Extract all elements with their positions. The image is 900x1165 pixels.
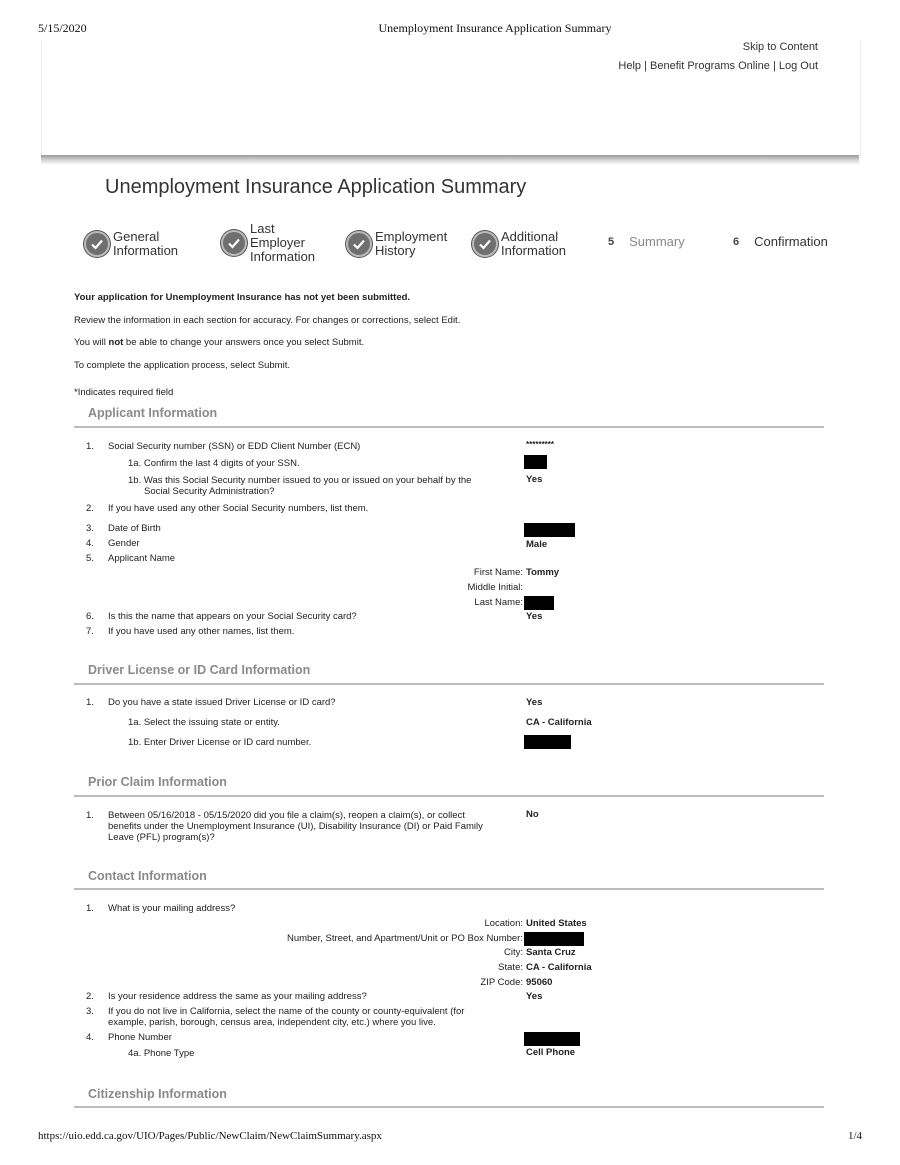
section-rule	[74, 795, 824, 797]
answer-residence-same: Yes	[526, 991, 543, 1002]
section-rule	[74, 1106, 824, 1108]
question-dob: Date of Birth	[108, 523, 161, 534]
redaction-box	[524, 932, 584, 946]
question-number: 3.	[86, 1006, 94, 1017]
location-label: Location:	[484, 918, 523, 929]
step-last-employer-information[interactable]	[221, 222, 315, 264]
last-name-label: Last Name:	[474, 597, 523, 608]
answer-gender: Male	[526, 539, 548, 550]
change-warning	[74, 337, 364, 348]
first-name-label: First Name:	[473, 567, 523, 578]
question-other-ssn: If you have used any other Social Security numbers, list them.	[108, 503, 369, 514]
question-residence-same: Is your residence address the same as your mailing address?	[108, 991, 367, 1002]
question-phone-type: 4a. Phone Type	[128, 1048, 195, 1059]
answer-first-name: Tommy	[526, 567, 560, 578]
answer-location: United States	[526, 918, 587, 929]
section-heading-driver-license: Driver License or ID Card Information	[88, 663, 311, 677]
question-number: 3.	[86, 523, 94, 534]
question-number: 2.	[86, 503, 94, 514]
question-number: 4.	[86, 1032, 94, 1043]
middle-initial-label: Middle Initial:	[467, 582, 523, 593]
answer-state: CA - California	[526, 962, 592, 973]
complete-instruction: To complete the application process, select Submit.	[74, 360, 290, 371]
print-date: 5/15/2020	[38, 21, 87, 35]
answer-city: Santa Cruz	[526, 947, 576, 958]
skip-to-content-link[interactable]: Skip to Content	[742, 41, 818, 53]
question-applicant-name: Applicant Name	[108, 553, 176, 564]
check-icon	[472, 231, 498, 257]
step-label: Confirmation	[754, 234, 828, 249]
log-out-link[interactable]: Log Out	[778, 60, 818, 72]
question-county: If you do not live in California, select the name of the county or county-equivalent (for	[108, 1006, 465, 1017]
separator: |	[772, 60, 776, 72]
question-issuing-state: 1a. Select the issuing state or entity.	[128, 717, 280, 728]
question-number: 1.	[86, 903, 94, 914]
answer-driver-license: Yes	[526, 697, 543, 708]
question-number: 2.	[86, 991, 94, 1002]
question-county-line2: example, parish, borough, census area, independent city, etc.) where you live.	[108, 1017, 436, 1028]
header-divider	[41, 155, 859, 164]
warn-text: be able to change your answers once you select Submit.	[123, 337, 365, 348]
question-ssn-issued: 1b. Was this Social Security number issued to you or issued on your behalf by the	[128, 475, 472, 486]
redaction-box	[524, 596, 554, 610]
required-field-note: *Indicates required field	[74, 387, 174, 398]
section-heading-contact: Contact Information	[88, 869, 207, 883]
question-number: 6.	[86, 611, 94, 622]
section-rule	[74, 683, 824, 685]
question-gender: Gender	[108, 538, 140, 549]
question-driver-license: Do you have a state issued Driver License or ID card?	[108, 697, 336, 708]
separator: |	[644, 60, 647, 72]
answer-issuing-state: CA - California	[526, 717, 592, 728]
review-instruction: Review the information in each section for accuracy. For changes or corrections, select Edit.	[74, 315, 461, 326]
print-title: Unemployment Insurance Application Summary	[378, 21, 612, 35]
question-number: 7.	[86, 626, 94, 637]
section-rule	[74, 426, 824, 428]
warn-text: You will	[74, 337, 109, 348]
street-label: Number, Street, and Apartment/Unit or PO Box Number:	[286, 933, 523, 944]
state-label: State:	[498, 962, 523, 973]
question-ssn: Social Security number (SSN) or EDD Client Number (ECN)	[108, 441, 361, 452]
zip-code-label: ZIP Code:	[480, 977, 523, 988]
warn-bold: not	[108, 337, 124, 348]
answer-prior-claim: No	[526, 809, 539, 820]
step-employment-history[interactable]	[346, 230, 447, 258]
question-prior-claim-line3: Leave (PFL) program(s)?	[108, 832, 215, 843]
section-heading-applicant: Applicant Information	[88, 406, 218, 420]
section-heading-prior-claim: Prior Claim Information	[88, 775, 227, 789]
question-number: 1.	[86, 441, 94, 452]
step-general-information[interactable]	[84, 230, 178, 258]
question-prior-claim-line2: benefits under the Unemployment Insurance (UI), Disability Insurance (DI) or Paid Family	[108, 821, 483, 832]
footer-page-number: 1/4	[847, 1130, 862, 1142]
question-prior-claim: Between 05/16/2018 - 05/15/2020 did you file a claim(s), reopen a claim(s), or collect	[108, 810, 465, 821]
step-label: General Information	[113, 229, 179, 258]
step-label: Last Employer Information	[250, 221, 316, 264]
footer-url: https://uio.edd.ca.gov/UIO/Pages/Public/NewClaim/NewClaimSummary.aspx	[38, 1130, 382, 1142]
step-additional-information[interactable]	[472, 230, 566, 258]
step-label: Summary	[629, 234, 685, 249]
help-link[interactable]: Help	[618, 60, 642, 72]
top-links	[618, 60, 818, 72]
answer-phone-type: Cell Phone	[526, 1047, 576, 1058]
question-license-number: 1b. Enter Driver License or ID card number.	[128, 737, 312, 748]
check-icon	[84, 231, 110, 257]
redaction-box	[524, 523, 575, 537]
step-confirmation	[733, 235, 828, 249]
question-number: 4.	[86, 538, 94, 549]
question-other-names: If you have used any other names, list them.	[108, 626, 295, 637]
question-number: 1.	[86, 810, 94, 821]
question-mailing-address: What is your mailing address?	[108, 903, 236, 914]
redaction-box	[524, 1032, 580, 1046]
city-label: City:	[504, 947, 523, 958]
page-title: Unemployment Insurance Application Summary	[105, 176, 527, 198]
step-summary	[608, 235, 685, 249]
section-heading-citizenship: Citizenship Information	[88, 1087, 227, 1101]
question-phone-number: Phone Number	[108, 1032, 172, 1043]
header-panel	[41, 40, 861, 158]
answer-ssn: *********	[526, 440, 555, 449]
check-icon	[346, 231, 372, 257]
question-ssn-confirm: 1a. Confirm the last 4 digits of your SSN.	[128, 458, 300, 469]
question-number: 5.	[86, 553, 94, 564]
answer-ssn-issued: Yes	[526, 474, 543, 485]
section-rule	[74, 888, 824, 890]
not-submitted-notice: Your application for Unemployment Insurance has not yet been submitted.	[74, 292, 411, 303]
step-number: 6	[733, 236, 740, 248]
benefit-programs-link[interactable]: Benefit Programs Online	[650, 60, 770, 72]
redaction-box	[524, 455, 547, 469]
step-label: Employment History	[375, 229, 448, 258]
answer-zip-code: 95060	[526, 977, 553, 988]
question-number: 1.	[86, 697, 94, 708]
check-icon	[221, 230, 247, 256]
question-name-ssc: Is this the name that appears on your Social Security card?	[108, 611, 357, 622]
step-label: Additional Information	[501, 229, 567, 258]
step-number: 5	[608, 236, 615, 248]
answer-name-ssc: Yes	[526, 611, 543, 622]
question-ssn-issued-line2: Social Security Administration?	[144, 486, 275, 497]
redaction-box	[524, 735, 571, 749]
